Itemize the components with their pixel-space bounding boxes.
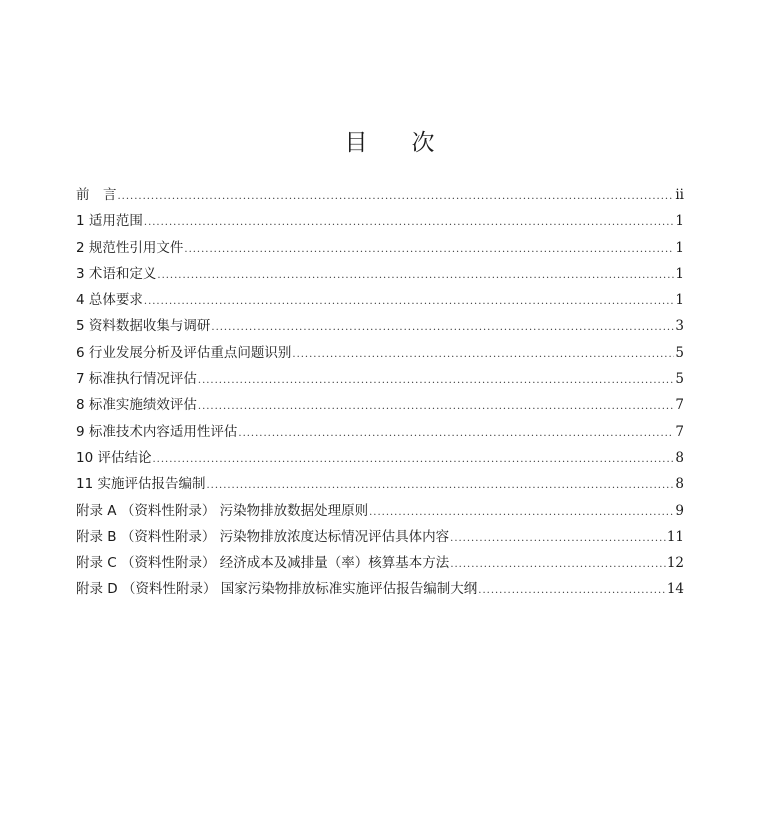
toc-leader-dots [450, 552, 666, 578]
toc-entry-6[interactable] [76, 340, 684, 366]
toc-entry-page: 8 [675, 476, 684, 493]
toc-entry-label: 5 资料数据收集与调研 [76, 318, 211, 335]
toc-entry-3[interactable] [76, 261, 684, 287]
toc-leader-dots [369, 500, 674, 526]
toc-leader-dots [238, 421, 674, 447]
toc-entry-label: 附录 A （资料性附录） 污染物排放数据处理原则 [76, 502, 369, 519]
toc-entry-page: 8 [675, 449, 684, 466]
toc-entry-4[interactable] [76, 287, 684, 313]
toc-entry-label: 2 规范性引用文件 [76, 239, 184, 256]
toc-leader-dots [144, 289, 675, 315]
toc-title-left: 目 [344, 130, 368, 156]
toc-entry-label: 9 标准技术内容适用性评估 [76, 423, 238, 440]
toc-entry-page: 11 [666, 528, 684, 545]
toc-entry-page: 1 [675, 239, 684, 256]
toc-list [76, 182, 684, 603]
toc-entry-5[interactable] [76, 313, 684, 339]
toc-entry-label: 附录 C （资料性附录） 经济成本及减排量（率）核算基本方法 [76, 555, 450, 572]
toc-leader-dots [184, 237, 674, 263]
toc-entry-page: 9 [675, 502, 684, 519]
toc-entry-label: 3 术语和定义 [76, 265, 157, 282]
toc-entry-label: 4 总体要求 [76, 292, 143, 309]
toc-entry-page: 5 [675, 371, 684, 388]
toc-entry-11[interactable] [76, 471, 684, 497]
toc-title [0, 128, 779, 158]
toc-leader-dots [157, 263, 674, 289]
toc-entry-appendix-c[interactable] [76, 550, 684, 576]
toc-entry-label: 7 标准执行情况评估 [76, 371, 197, 388]
toc-leader-dots [478, 578, 666, 604]
toc-entry-page: 12 [666, 555, 684, 572]
toc-leader-dots [292, 342, 674, 368]
toc-leader-dots [198, 394, 675, 420]
toc-entry-8[interactable] [76, 392, 684, 418]
toc-entry-label: 6 行业发展分析及评估重点问题识别 [76, 344, 292, 361]
toc-title-right: 次 [411, 130, 435, 156]
toc-entry-page: 5 [675, 344, 684, 361]
toc-leader-dots [198, 368, 675, 394]
toc-entry-page: 1 [675, 213, 684, 230]
toc-leader-dots [144, 210, 675, 236]
toc-entry-label: 前 言 [76, 187, 117, 203]
toc-entry-page: ii [675, 187, 684, 203]
toc-entry-7[interactable] [76, 366, 684, 392]
toc-entry-9[interactable] [76, 419, 684, 445]
toc-entry-label: 附录 D （资料性附录） 国家污染物排放标准实施评估报告编制大纲 [76, 581, 478, 598]
toc-entry-page: 1 [675, 265, 684, 282]
toc-leader-dots [206, 473, 674, 499]
toc-entry-page: 7 [675, 423, 684, 440]
toc-entry-2[interactable] [76, 235, 684, 261]
toc-entry-label: 附录 B （资料性附录） 污染物排放浓度达标情况评估具体内容 [76, 528, 450, 545]
toc-entry-appendix-a[interactable] [76, 498, 684, 524]
toc-entry-label: 11 实施评估报告编制 [76, 476, 206, 493]
toc-entry-10[interactable] [76, 445, 684, 471]
toc-leader-dots [118, 184, 675, 210]
toc-entry-page: 3 [675, 318, 684, 335]
toc-entry-label: 8 标准实施绩效评估 [76, 397, 197, 414]
toc-entry-label: 1 适用范围 [76, 213, 143, 230]
toc-leader-dots [152, 447, 674, 473]
toc-entry-1[interactable] [76, 208, 684, 234]
toc-entry-page: 14 [666, 581, 684, 598]
toc-entry-appendix-b[interactable] [76, 524, 684, 550]
toc-entry-page: 1 [675, 292, 684, 309]
toc-entry-appendix-d[interactable] [76, 576, 684, 602]
toc-entry-preface[interactable] [76, 182, 684, 208]
toc-entry-page: 7 [675, 397, 684, 414]
toc-leader-dots [450, 526, 666, 552]
toc-entry-label: 10 评估结论 [76, 449, 152, 466]
toc-leader-dots [211, 315, 674, 341]
